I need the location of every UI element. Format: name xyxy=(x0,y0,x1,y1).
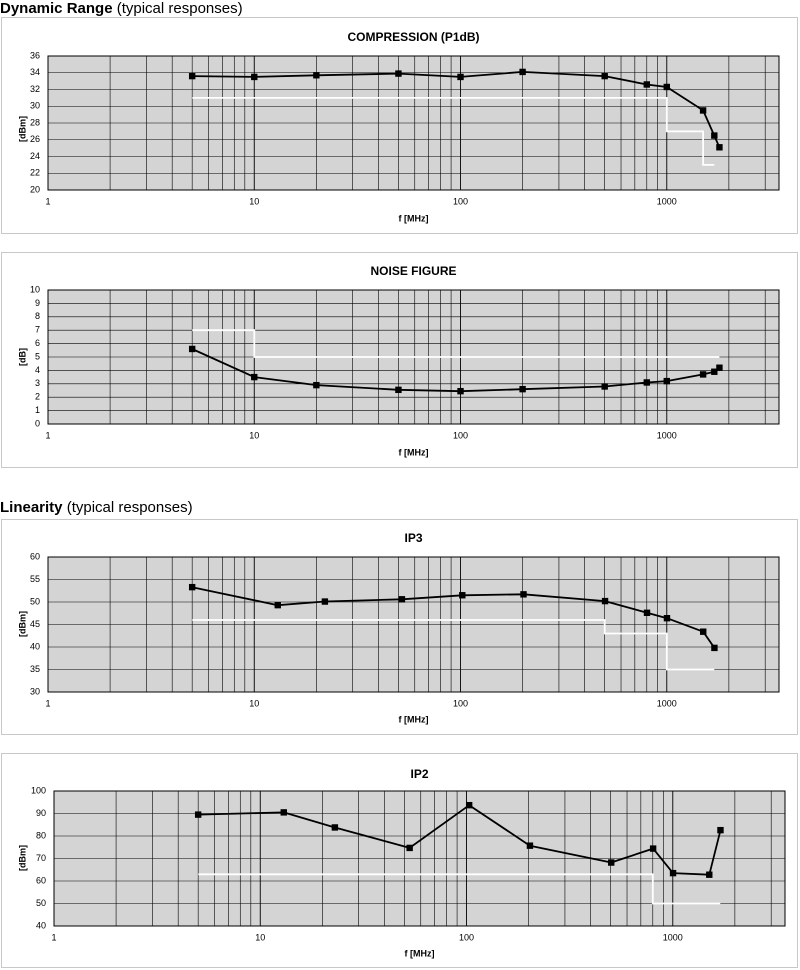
x-tick-label: 1 xyxy=(45,430,51,441)
data-point xyxy=(322,598,328,604)
section-title-bold: Dynamic Range xyxy=(0,0,113,17)
y-tick-label: 9 xyxy=(34,297,40,308)
data-point xyxy=(644,81,650,87)
x-axis-label: f [MHz] xyxy=(398,447,429,458)
y-tick-label: 7 xyxy=(34,324,40,335)
x-tick-label: 1000 xyxy=(656,430,677,441)
y-tick-label: 60 xyxy=(35,875,46,886)
data-point xyxy=(519,69,525,75)
data-point xyxy=(670,870,676,876)
x-tick-label: 100 xyxy=(459,932,475,943)
y-tick-label: 80 xyxy=(35,830,46,841)
data-point xyxy=(700,107,706,113)
y-tick-label: 8 xyxy=(34,311,40,322)
y-tick-label: 28 xyxy=(29,117,40,128)
section-title-rest: (typical responses) xyxy=(62,499,193,516)
data-point xyxy=(251,374,257,380)
data-point xyxy=(459,592,465,598)
x-tick-label: 100 xyxy=(453,430,469,441)
data-point xyxy=(601,383,607,389)
y-tick-label: 10 xyxy=(29,284,40,295)
data-point xyxy=(466,802,472,808)
data-point xyxy=(275,602,281,608)
section-title-dynamic-range xyxy=(0,0,243,17)
y-tick-label: 100 xyxy=(30,785,46,796)
y-tick-label: 32 xyxy=(29,83,40,94)
data-point xyxy=(650,845,656,851)
data-point xyxy=(716,144,722,150)
data-point xyxy=(602,598,608,604)
y-axis-label: [dBm] xyxy=(17,611,28,637)
y-tick-label: 70 xyxy=(35,852,46,863)
chart-panel-noise-figure xyxy=(1,252,798,468)
y-tick-label: 6 xyxy=(34,337,40,348)
data-point xyxy=(527,842,533,848)
data-point xyxy=(700,629,706,635)
compression-chart xyxy=(2,18,799,235)
x-tick-label: 10 xyxy=(249,196,260,207)
noise-figure-chart xyxy=(2,253,799,469)
chart-panel-ip3 xyxy=(1,519,798,735)
y-tick-label: 45 xyxy=(29,618,40,629)
y-tick-label: 40 xyxy=(29,641,40,652)
y-tick-label: 40 xyxy=(35,920,46,931)
data-point xyxy=(700,371,706,377)
data-point xyxy=(664,84,670,90)
chart-title: NOISE FIGURE xyxy=(370,264,457,279)
data-point xyxy=(189,584,195,590)
data-point xyxy=(601,73,607,79)
x-axis-label: f [MHz] xyxy=(398,714,429,725)
data-point xyxy=(395,387,401,393)
x-tick-label: 10 xyxy=(249,430,260,441)
data-point xyxy=(644,379,650,385)
x-tick-label: 10 xyxy=(249,698,260,709)
y-tick-label: 4 xyxy=(34,364,40,375)
data-point xyxy=(711,645,717,651)
chart-panel-compression xyxy=(1,17,798,234)
y-tick-label: 20 xyxy=(29,184,40,195)
data-point xyxy=(332,824,338,830)
x-tick-label: 1000 xyxy=(662,932,683,943)
x-tick-label: 10 xyxy=(255,932,266,943)
data-point xyxy=(706,872,712,878)
y-tick-label: 1 xyxy=(34,404,40,415)
x-tick-label: 1000 xyxy=(656,196,677,207)
data-point xyxy=(313,382,319,388)
data-point xyxy=(399,596,405,602)
y-tick-label: 55 xyxy=(29,573,40,584)
y-tick-label: 2 xyxy=(34,391,40,402)
data-point xyxy=(664,615,670,621)
x-tick-label: 1 xyxy=(45,196,51,207)
y-tick-label: 5 xyxy=(34,351,40,362)
data-point xyxy=(716,365,722,371)
data-point xyxy=(520,591,526,597)
x-tick-label: 1000 xyxy=(656,698,677,709)
y-tick-label: 30 xyxy=(29,686,40,697)
y-tick-label: 24 xyxy=(29,150,40,161)
data-point xyxy=(457,74,463,80)
y-axis-label: [dBm] xyxy=(17,845,28,871)
section-title-bold: Linearity xyxy=(0,499,63,516)
data-point xyxy=(644,610,650,616)
data-point xyxy=(189,73,195,79)
y-tick-label: 50 xyxy=(29,596,40,607)
y-tick-label: 60 xyxy=(29,551,40,562)
y-axis-label: [dB] xyxy=(17,348,28,366)
x-tick-label: 100 xyxy=(453,196,469,207)
y-tick-label: 90 xyxy=(35,807,46,818)
chart-title: COMPRESSION (P1dB) xyxy=(347,30,480,45)
y-tick-label: 0 xyxy=(34,418,40,429)
y-tick-label: 26 xyxy=(29,134,40,145)
data-point xyxy=(251,74,257,80)
data-point xyxy=(664,378,670,384)
section-title-rest: (typical responses) xyxy=(112,0,243,17)
chart-title: IP2 xyxy=(410,767,429,782)
data-point xyxy=(195,811,201,817)
data-point xyxy=(717,827,723,833)
data-point xyxy=(313,72,319,78)
y-tick-label: 36 xyxy=(29,50,40,61)
chart-title: IP3 xyxy=(404,531,423,546)
y-tick-label: 35 xyxy=(29,663,40,674)
data-point xyxy=(189,346,195,352)
section-title-linearity xyxy=(0,499,193,516)
x-tick-label: 1 xyxy=(45,698,51,709)
y-tick-label: 34 xyxy=(29,67,40,78)
data-point xyxy=(457,388,463,394)
x-tick-label: 1 xyxy=(51,932,57,943)
data-point xyxy=(608,859,614,865)
x-axis-label: f [MHz] xyxy=(404,948,435,959)
y-tick-label: 30 xyxy=(29,100,40,111)
chart-panel-ip2 xyxy=(1,753,798,968)
data-point xyxy=(395,70,401,76)
y-tick-label: 50 xyxy=(35,897,46,908)
ip3-chart xyxy=(2,520,799,736)
y-tick-label: 3 xyxy=(34,378,40,389)
data-point xyxy=(711,132,717,138)
data-point xyxy=(406,845,412,851)
data-point xyxy=(519,386,525,392)
ip2-chart xyxy=(2,754,799,969)
x-tick-label: 100 xyxy=(453,698,469,709)
data-point xyxy=(281,809,287,815)
y-axis-label: [dBm] xyxy=(17,116,28,142)
y-tick-label: 22 xyxy=(29,167,40,178)
x-axis-label: f [MHz] xyxy=(398,213,429,224)
